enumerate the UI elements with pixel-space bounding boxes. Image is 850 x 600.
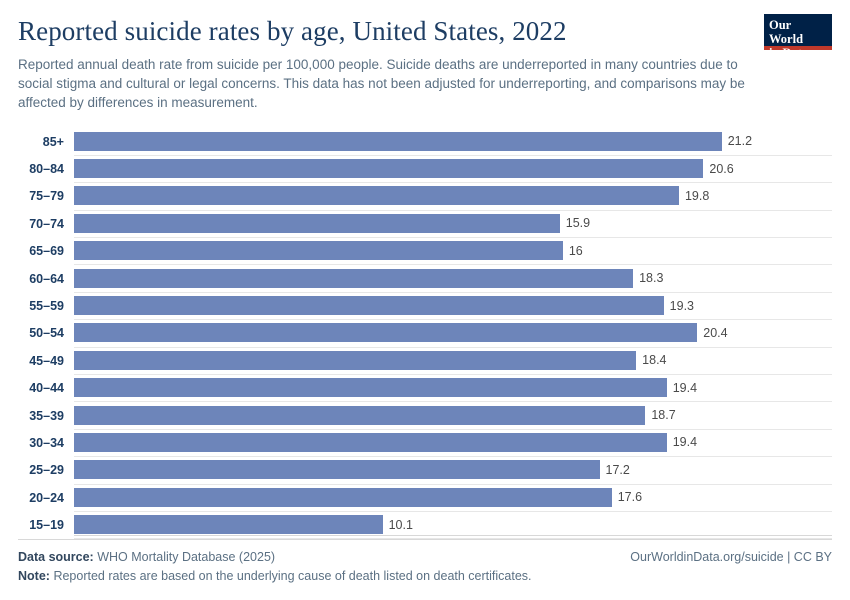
category-label: 25–29 — [29, 463, 64, 478]
chart-row — [18, 210, 832, 237]
bar-value-label: 18.4 — [642, 353, 667, 368]
category-label: 55–59 — [29, 299, 64, 314]
page-title: Reported suicide rates by age, United States, 2022 — [18, 16, 567, 46]
bar[interactable] — [74, 214, 560, 233]
bar-track — [74, 456, 832, 484]
bar[interactable] — [74, 515, 383, 534]
bar-value-label: 15.9 — [565, 216, 591, 231]
bar[interactable] — [74, 351, 636, 370]
bar-value-label: 18.7 — [651, 408, 676, 423]
chart-row — [18, 429, 832, 456]
bar[interactable] — [74, 433, 667, 452]
bar-track — [74, 319, 832, 347]
chart-row — [18, 347, 832, 374]
data-source-value: WHO Mortality Database (2025) — [97, 550, 276, 564]
data-source — [18, 548, 275, 567]
chart-row — [18, 155, 832, 182]
chart-footer — [18, 539, 832, 586]
bar-chart — [18, 128, 832, 536]
chart-row — [18, 183, 832, 210]
category-label: 40–44 — [29, 381, 64, 396]
category-label: 35–39 — [29, 408, 64, 423]
category-label: 85+ — [42, 134, 64, 149]
category-label: 70–74 — [29, 216, 64, 231]
bar-track — [74, 347, 832, 375]
bar[interactable] — [74, 378, 667, 397]
category-label: 45–49 — [29, 353, 64, 368]
bar-value-label: 19.4 — [672, 380, 698, 395]
bar-track — [74, 182, 832, 210]
note-label: Note: — [18, 569, 50, 583]
category-label: 20–24 — [29, 490, 64, 505]
chart-row — [18, 402, 832, 429]
bar[interactable] — [74, 132, 722, 151]
bar-track — [74, 128, 832, 156]
chart-row — [18, 238, 832, 265]
bar[interactable] — [74, 323, 697, 342]
bar-value-label: 17.2 — [605, 462, 630, 477]
bar-value-label: 19.4 — [672, 435, 698, 450]
bar[interactable] — [74, 406, 645, 425]
chart-row — [18, 484, 832, 511]
bar-track — [74, 155, 832, 183]
bar-value-label: 17.6 — [617, 490, 643, 505]
bar-value-label: 16 — [568, 243, 583, 258]
note-value: Reported rates are based on the underlying cause of death listed on death certificates. — [53, 569, 532, 583]
bar-track — [74, 484, 832, 512]
bar-track — [74, 374, 832, 402]
bar-track — [74, 237, 832, 265]
bar[interactable] — [74, 241, 563, 260]
category-label: 50–54 — [29, 326, 64, 341]
footer-source-line — [18, 548, 832, 567]
attribution-link[interactable]: OurWorldinData.org/suicide | CC BY — [630, 550, 832, 564]
bar-value-label: 19.3 — [669, 298, 695, 313]
bar-track — [74, 401, 832, 429]
bar-value-label: 10.1 — [388, 517, 413, 532]
chart-subtitle: Reported annual death rate from suicide per 100,000 people. Suicide deaths are underreported in many countries due to social stigma and cultural or legal concerns. This data has not been adjusted for underreporting, and comparisons may be affected by differences in measurement. — [18, 57, 745, 110]
bar-value-label: 21.2 — [727, 134, 753, 149]
bar[interactable] — [74, 186, 679, 205]
footer-note-line — [18, 567, 832, 586]
logo-line-2: in Data — [769, 46, 809, 60]
chart-row — [18, 320, 832, 347]
category-label: 65–69 — [29, 244, 64, 259]
bar[interactable] — [74, 159, 703, 178]
chart-row — [18, 375, 832, 402]
bar-track — [74, 292, 832, 320]
category-label: 80–84 — [29, 162, 64, 177]
bar-track — [74, 429, 832, 457]
data-source-label: Data source: — [18, 550, 94, 564]
category-label: 15–19 — [29, 518, 64, 533]
bar[interactable] — [74, 460, 600, 479]
bar-value-label: 20.4 — [703, 325, 728, 340]
category-label: 30–34 — [29, 435, 64, 450]
bar[interactable] — [74, 488, 612, 507]
category-label: 75–79 — [29, 189, 64, 204]
chart-row — [18, 457, 832, 484]
chart-note — [18, 567, 532, 586]
bar-track — [74, 264, 832, 292]
chart-row — [18, 292, 832, 319]
bar-value-label: 19.8 — [684, 188, 710, 203]
chart-header — [18, 16, 832, 112]
bar-value-label: 20.6 — [709, 161, 734, 176]
category-label: 60–64 — [29, 271, 64, 286]
bar[interactable] — [74, 296, 664, 315]
our-world-in-data-logo[interactable] — [764, 14, 832, 60]
bar-value-label: 18.3 — [639, 271, 664, 286]
chart-row — [18, 128, 832, 155]
bar[interactable] — [74, 269, 633, 288]
axis-baseline — [74, 535, 832, 536]
bar-track — [74, 210, 832, 238]
logo-line-1: Our World — [769, 18, 804, 46]
chart-row — [18, 265, 832, 292]
